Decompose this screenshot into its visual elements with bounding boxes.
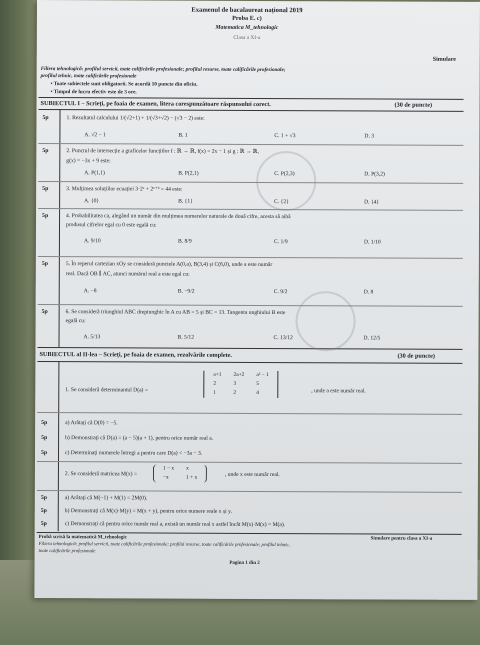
determinant-matrix (203, 371, 279, 398)
option-d: D. 1/10 (363, 239, 381, 246)
question-6-text: 6. Se consideră triunghiul ABC dreptunghic în A cu AB = 5 și BC = 13. Tangenta unghiului B este (65, 309, 286, 317)
question-4-text-cont: produsul cifrelor egal cu 0 este egală cu: (66, 222, 157, 229)
question-points: 5p (41, 420, 48, 427)
exam-subject: Matematica M_tehnologic (215, 24, 279, 32)
matrix-label: 2. Se consideră matricea M(x) = (64, 471, 138, 478)
question-2-text: 2. Punctul de intersecție a graficelor funcțiilor f : ℝ → ℝ, f(x) = 2x − 1 și g : ℝ → ℝ, (66, 148, 259, 155)
points-column-divider (58, 361, 60, 531)
question-6-text-cont: egală cu: (65, 318, 86, 325)
question-points: 5p (42, 213, 49, 220)
option-a: A. P(1,1) (84, 170, 105, 177)
option-a: A. √2 − 1 (84, 132, 106, 139)
footer-right-1: Simulare pentru clasa a XI-a (370, 536, 433, 542)
question-1-text: 1. Rezultatul calculului 1/(√2+1) + 1/(√3+√2) − (√3 − 2) este: (66, 115, 205, 122)
question-4-text: 4. Probabilitatea ca, alegând un număr din mulțimea numerelor naturale de două cifre, acesta să aibă (66, 213, 291, 221)
det-cell: 1 (213, 389, 217, 396)
simulare-label: Simulare (432, 56, 456, 63)
divider (37, 361, 462, 364)
part-1b-text: b) Demonstrați că D(a) = (a − 5)(a + 1), pentru orice număr real a. (65, 435, 214, 442)
divider (38, 143, 463, 146)
option-b: B. 1 (178, 132, 188, 139)
option-b: B. −9/2 (177, 288, 195, 295)
question-points: 5p (41, 435, 48, 442)
option-c: C. 9/2 (273, 289, 288, 296)
question-3-text: 3. Mulțimea soluțiilor ecuației 3·2ˣ + 2ˣ⁺³ = 44 este: (66, 186, 183, 193)
part-2b-text: b) Demonstrați că M(x)·M(y) = M(x + y), pentru orice numere reale x și y. (64, 508, 232, 515)
footer-left-1: Probă scrisă la matematică M_tehnologic (38, 535, 127, 541)
question-points: 5p (42, 148, 49, 155)
question-points: 5p (41, 309, 48, 316)
determinant-label: 1. Se consideră determinantul D(a) = (65, 387, 148, 394)
instruction-bullet-2: • Timpul de lucru efectiv este de 3 ore. (50, 89, 137, 96)
det-cell: a+1 (213, 371, 222, 378)
option-b: B. 5/12 (177, 334, 195, 341)
det-cell: 2a+2 (233, 371, 245, 379)
part-2c-text: c) Demonstrați că pentru orice număr real a, există un număr real x astfel încât M(x)·M(x) = M(a). (64, 521, 286, 529)
divider (37, 490, 462, 493)
question-points: 5p (42, 186, 49, 193)
option-d: D. {4} (364, 199, 380, 206)
det-cell: 3 (233, 380, 237, 387)
question-points: 5p (41, 450, 48, 457)
option-c: C. 1 + √3 (274, 133, 296, 140)
option-d: D. 12/5 (363, 335, 381, 342)
footer-left-2: Filiera tehnologică: profilul servicii, toate calificările profesionale; profilul resurse, toate calificările profesionale; profilul tehnic, (38, 542, 290, 549)
option-d: D. P(3,2) (364, 171, 385, 178)
question-points: 5p (40, 508, 47, 515)
divider (38, 208, 463, 211)
determinant-tail: , unde a este număr real. (311, 388, 366, 395)
bullet-1-text: Toate subiectele sunt obligatorii. Se acordă 10 puncte din oficiu. (53, 81, 198, 88)
option-a: A. {0} (84, 198, 100, 205)
option-c: C. 1/9 (273, 239, 288, 246)
question-points: 5p (40, 521, 47, 528)
divider (37, 412, 462, 415)
det-cell: 2 (213, 380, 217, 387)
part-1a-text: a) Arătați că D(0) = −5. (65, 420, 118, 427)
option-a: A. −8 (83, 288, 97, 295)
divider (39, 109, 464, 112)
instruction-bullet-1: • Toate subiectele sunt obligatorii. Se acordă 10 puncte din oficiu. (50, 81, 198, 88)
matrix-cell: −x (162, 474, 169, 481)
option-a: A. 9/10 (83, 238, 101, 245)
exam-title: Examenul de bacalaureat național 2019 (191, 6, 303, 15)
option-c: C. {2} (274, 199, 289, 206)
exam-sheet (34, 0, 480, 600)
exam-proba: Proba E. c) (232, 14, 262, 22)
question-points: 5p (41, 261, 48, 268)
page-number: Pagina 1 din 2 (229, 560, 260, 566)
bullet-2-text: Timpul de lucru efectiv este de 3 ore. (53, 89, 137, 96)
subiect1-points: (30 de puncte) (394, 101, 433, 109)
part-1c-text: c) Determinați numerele întregi a pentru care D(a) < −3a − 3. (65, 450, 203, 457)
divider (38, 181, 463, 184)
option-d: D. 8 (363, 289, 374, 296)
det-cell: 5 (256, 381, 260, 388)
subiect2-points: (30 de puncte) (397, 352, 435, 360)
footer-left-3: toate calificările profesionale (38, 549, 96, 555)
watermark-stamp (295, 291, 355, 351)
option-c: C. P(2,3) (274, 171, 295, 178)
det-cell: 2 (233, 389, 237, 396)
matrix-tail: , unde x este număr real. (224, 471, 280, 479)
question-5-text-cont: real. Dacă OB ∥ AC, atunci numărul real a este egal cu: (65, 271, 190, 278)
points-column-divider (58, 109, 60, 347)
matrix-cell: x (186, 465, 189, 472)
watermark-stamp (256, 151, 316, 211)
option-b: B. 8/9 (177, 238, 192, 245)
divider (37, 347, 462, 350)
subiect1-heading: SUBIECTUL I – Scrieți, pe foaia de examen, litera corespunzătoare răspunsului corect. (40, 100, 271, 109)
matrix-m (153, 465, 207, 483)
subiect2-heading: SUBIECTUL al II-lea – Scrieți, pe foaia de examen, rezolvările complete. (39, 351, 232, 359)
det-cell: 4 (256, 390, 259, 397)
divider (37, 461, 462, 464)
matrix-cell: 1 − x (162, 465, 175, 472)
option-a: A. 5/13 (83, 334, 101, 341)
question-points: 5p (40, 495, 47, 502)
question-points: 5p (42, 115, 49, 122)
option-b: B. P(2,1) (178, 170, 199, 177)
divider (38, 256, 463, 259)
option-d: D. 3 (364, 133, 375, 140)
matrix-cell: 1 + x (186, 474, 198, 481)
filiera-line-1: Filiera tehnologică: profilul servicii, toate calificările profesionale; profilul resurse, toate calificările profesionale; (40, 66, 286, 74)
question-2-text-cont: g(x) = −3x + 9 este: (66, 158, 111, 165)
part-2a-text: a) Arătați că M(−1) + M(1) = 2M(0). (64, 495, 148, 502)
exam-code: Clasa a XI-a (233, 34, 261, 41)
divider (38, 304, 463, 307)
question-5-text: 5. În reperul cartezian xOy se consideră punctele A(0,a), B(3,4) și C(6,0), unde a este număr (65, 261, 273, 269)
option-b: B. {1} (178, 198, 193, 205)
option-c: C. 13/12 (273, 335, 293, 342)
det-cell: a² − 1 (256, 372, 269, 379)
filiera-line-2: profilul tehnic, toate calificările profesionale (40, 73, 137, 80)
